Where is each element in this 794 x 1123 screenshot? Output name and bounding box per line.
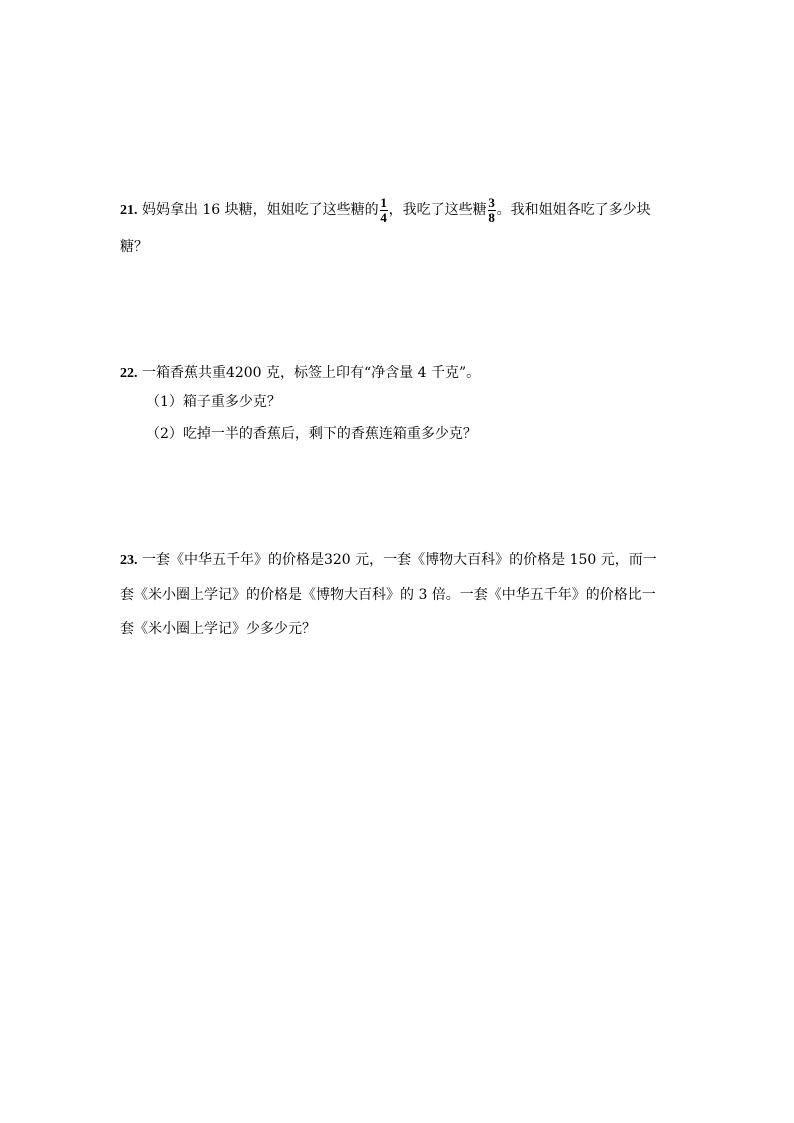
question-text: 。我和姐姐各吃了多少块 [496, 202, 651, 218]
fraction-three-eighths [488, 194, 496, 225]
question-23-line-3 [120, 612, 680, 646]
question-22 [120, 356, 680, 391]
question-21-line-1 [120, 193, 680, 228]
fraction-denominator: 4 [380, 209, 387, 225]
question-23-line-1 [120, 543, 680, 578]
fraction-one-quarter [380, 194, 388, 225]
fraction-numerator: 3 [488, 194, 495, 210]
question-text: 套《米小圈上学记》少多少元？ [120, 621, 316, 637]
fraction-denominator: 8 [488, 209, 495, 225]
sub-question-1: （1）箱子重多少克？ [146, 394, 281, 410]
question-text: ，我吃了这些糖 [388, 202, 487, 218]
question-text: 糖？ [120, 239, 148, 255]
question-text: 套《米小圈上学记》的价格是《博物大百科》的 3 倍。一套《中华五千年》的价格比一 [120, 587, 656, 603]
sub-question-2: （2）吃掉一半的香蕉后，剩下的香蕉连箱重多少克？ [146, 426, 477, 442]
question-number: 21 [120, 203, 134, 218]
question-text: 一套《中华五千年》的价格是320 元，一套《博物大百科》的价格是 150 元，而一 [141, 552, 657, 568]
question-22-line-1 [120, 356, 680, 391]
question-21 [120, 193, 680, 264]
question-number-separator: . [134, 203, 138, 218]
fraction-numerator: 1 [380, 194, 387, 210]
question-23-line-2 [120, 578, 680, 612]
question-number: 22 [120, 366, 134, 381]
question-23 [120, 543, 680, 646]
question-number: 23 [120, 553, 134, 568]
question-text: 一箱香蕉共重4200 克，标签上印有“净含量 4 千克”。 [141, 365, 481, 381]
question-number-separator: . [134, 553, 138, 568]
question-text: 妈妈拿出 16 块糖，姐姐吃了这些糖的 [141, 202, 379, 218]
question-21-line-2 [120, 230, 680, 264]
question-number-separator: . [134, 366, 138, 381]
